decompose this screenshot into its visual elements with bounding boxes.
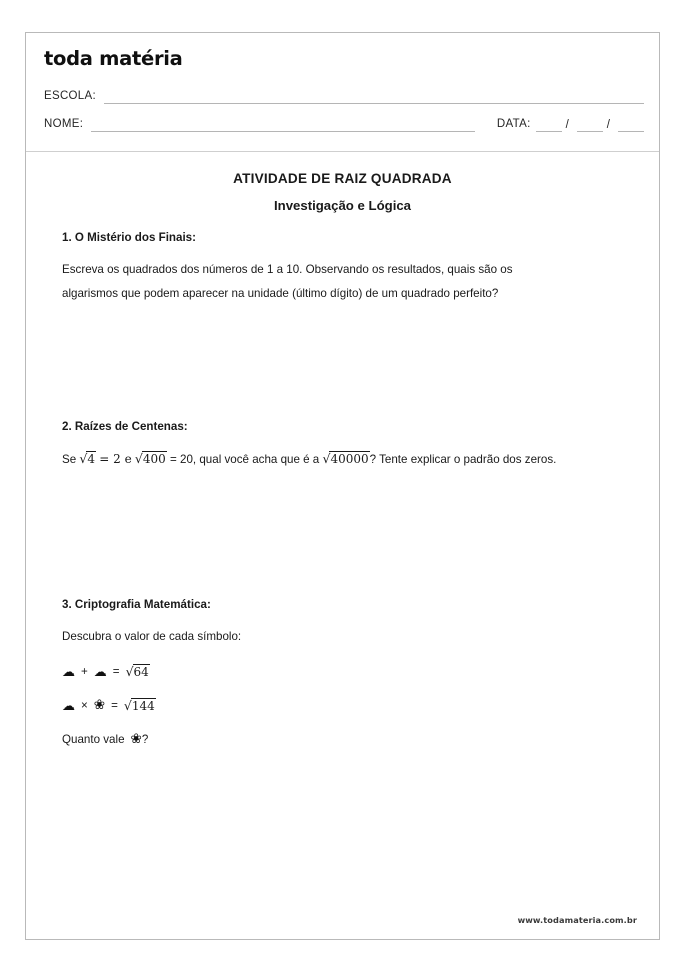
exercise-3-answer-space[interactable] [62, 751, 623, 847]
exercise-2 [26, 420, 659, 580]
equals-operator: = [111, 699, 118, 712]
radical-sign: √ [322, 451, 331, 466]
exercise-3-prompt: Descubra o valor de cada símbolo: [62, 630, 242, 643]
exercise-3-equation-1 [62, 661, 623, 683]
exercise-1-heading: 1. O Mistério dos Finais: [62, 231, 196, 244]
exercise-3-heading: 3. Criptografia Matemática: [62, 598, 211, 611]
name-input-line[interactable] [91, 119, 475, 132]
exercise-1-body [62, 258, 623, 306]
date-separator-1: / [565, 119, 569, 131]
school-input-line[interactable] [104, 91, 644, 104]
date-year-line[interactable] [618, 119, 644, 132]
footer-url: www.todamateria.com.br [517, 915, 637, 925]
radicand-400: 400 [142, 452, 166, 466]
cloud-icon: ☁ [62, 698, 75, 714]
exercise-1-line-2: algarismos que podem aparecer na unidade (último dígito) de um quadrado perfeito? [62, 287, 499, 300]
school-label: ESCOLA: [44, 90, 96, 102]
exercise-1-line-1: Escreva os quadrados dos números de 1 a 10. Observando os resultados, quais são os [62, 263, 513, 276]
radical-sign: √ [123, 698, 132, 713]
radical-sign: √ [134, 451, 143, 466]
radicand-40000: 40000 [330, 452, 369, 466]
plus-operator: + [81, 665, 88, 678]
page-title: ATIVIDADE DE RAIZ QUADRADA [233, 171, 452, 186]
page-subtitle: Investigação e Lógica [273, 198, 412, 213]
sqrt-40000 [323, 447, 370, 471]
worksheet-page [25, 32, 660, 940]
brand-logo: toda matéria [44, 47, 183, 70]
exercise-3-equation-2 [62, 695, 623, 717]
cloud-icon: ☁ [62, 664, 75, 680]
exercise-2-heading: 2. Raízes de Centenas: [62, 420, 188, 433]
radical-sign: √ [79, 451, 88, 466]
worksheet-content [26, 171, 659, 847]
name-label: NOME: [44, 118, 84, 130]
date-field-group [497, 117, 644, 132]
flower-icon: ❀ [130, 731, 142, 748]
exercise-2-suffix: ? Tente explicar o padrão dos zeros. [369, 453, 557, 466]
exercise-2-body [62, 447, 623, 472]
sqrt-144 [124, 695, 156, 717]
radicand-4: 4 [87, 452, 96, 466]
date-day-line[interactable] [536, 119, 562, 132]
question-prefix: Quanto vale [62, 733, 125, 746]
cloud-icon: ☁ [93, 664, 107, 680]
sqrt-400 [135, 447, 167, 471]
radicand-64: 64 [133, 665, 149, 679]
sqrt-64 [126, 661, 150, 683]
exercise-1 [26, 231, 659, 402]
flower-icon: ❀ [93, 697, 106, 714]
exercise-2-equals-1: = 2 e [99, 452, 132, 466]
exercise-2-equals-2: = 20, qual você acha que é a [170, 453, 320, 466]
equals-operator: = [112, 665, 120, 678]
multiply-operator: × [81, 699, 88, 712]
date-separator-2: / [606, 119, 610, 131]
exercise-3-question [62, 729, 623, 751]
exercise-1-answer-space[interactable] [62, 306, 623, 402]
sqrt-4 [79, 447, 96, 471]
question-suffix: ? [141, 733, 149, 746]
exercise-3 [26, 598, 659, 847]
date-label: DATA: [496, 118, 531, 130]
school-field-row [44, 89, 644, 104]
worksheet-header [26, 33, 659, 152]
exercise-2-prefix: Se [62, 453, 77, 466]
name-date-field-row [44, 117, 644, 132]
date-month-line[interactable] [577, 119, 603, 132]
radicand-144: 144 [131, 699, 155, 713]
exercise-2-answer-space[interactable] [62, 472, 623, 580]
radical-sign: √ [125, 664, 134, 679]
